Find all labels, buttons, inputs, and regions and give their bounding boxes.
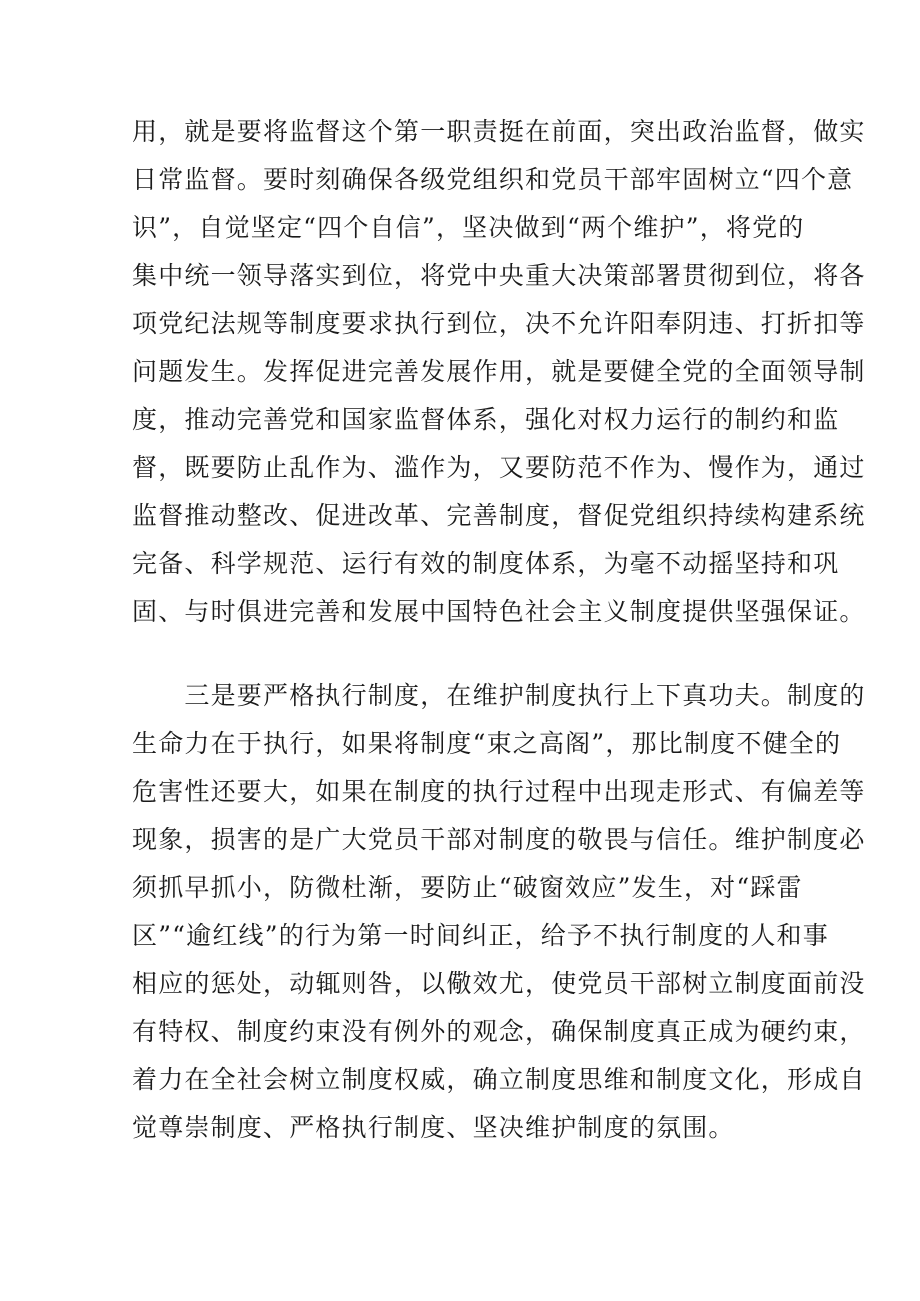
paragraph-supervision-role bbox=[132, 108, 866, 636]
text-line: 危害性还要大，如果在制度的执行过程中出现走形式、有偏差等 bbox=[132, 777, 866, 806]
text-line: 相应的惩处，动辄则咎，以儆效尤，使党员干部树立制度面前没 bbox=[132, 969, 866, 998]
paragraph-strict-enforcement bbox=[132, 672, 866, 1152]
text-line: 三是要严格执行制度，在维护制度执行上下真功夫。制度的 bbox=[132, 681, 866, 710]
text-line: 现象，损害的是广大党员干部对制度的敬畏与信任。维护制度必 bbox=[132, 825, 866, 854]
text-line: 度，推动完善党和国家监督体系，强化对权力运行的制约和监 bbox=[132, 405, 840, 434]
text-line: 项党纪法规等制度要求执行到位，决不允许阳奉阴违、打折扣等 bbox=[132, 309, 866, 338]
text-line: 须抓早抓小，防微杜渐，要防止“破窗效应”发生，对“踩雷 bbox=[132, 873, 803, 902]
text-line: 完备、科学规范、运行有效的制度体系，为毫不动摇坚持和巩 bbox=[132, 549, 840, 578]
text-line: 督，既要防止乱作为、滥作为，又要防范不作为、慢作为，通过 bbox=[132, 453, 866, 482]
text-line: 固、与时俱进完善和发展中国特色社会主义制度提供坚强保证。 bbox=[132, 597, 866, 626]
text-line: 有特权、制度约束没有例外的观念，确保制度真正成为硬约束， bbox=[132, 1017, 866, 1046]
text-line: 区”“逾红线”的行为第一时间纠正，给予不执行制度的人和事 bbox=[132, 921, 829, 950]
text-line: 识”，自觉坚定“四个自信”，坚决做到“两个维护”，将党的 bbox=[132, 213, 805, 242]
text-line: 用，就是要将监督这个第一职责挺在前面，突出政治监督，做实 bbox=[132, 117, 866, 146]
text-line: 生命力在于执行，如果将制度“束之高阁”，那比制度不健全的 bbox=[132, 729, 842, 758]
text-line: 问题发生。发挥促进完善发展作用，就是要健全党的全面领导制 bbox=[132, 357, 866, 386]
text-line: 着力在全社会树立制度权威，确立制度思维和制度文化，形成自 bbox=[132, 1065, 866, 1094]
text-line: 监督推动整改、促进改革、完善制度，督促党组织持续构建系统 bbox=[132, 501, 866, 530]
text-line: 觉尊崇制度、严格执行制度、坚决维护制度的氛围。 bbox=[132, 1113, 735, 1142]
text-line: 日常监督。要时刻确保各级党组织和党员干部牢固树立“四个意 bbox=[132, 165, 854, 194]
text-line: 集中统一领导落实到位，将党中央重大决策部署贯彻到位，将各 bbox=[132, 261, 866, 290]
